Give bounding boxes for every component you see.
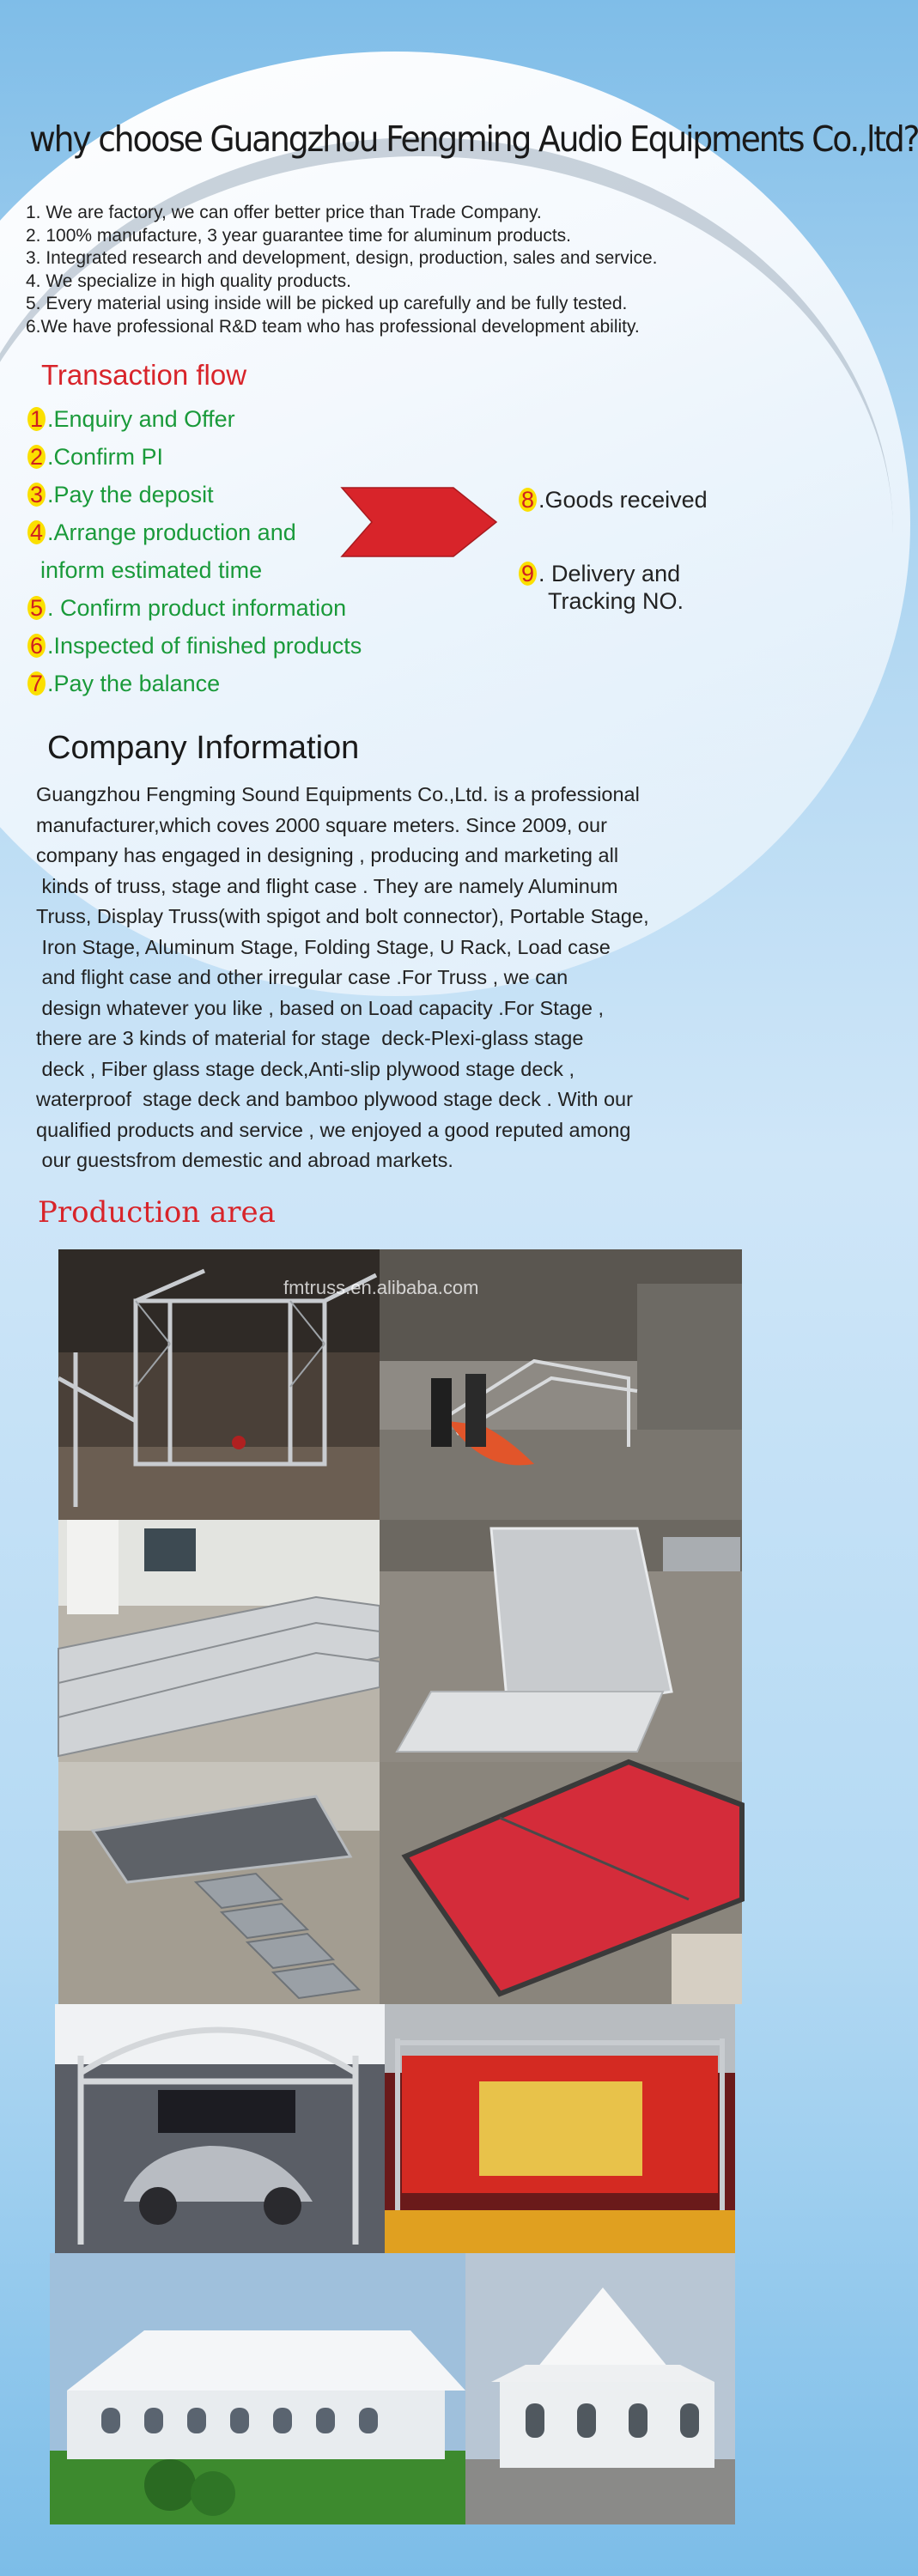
- reason-item: 1. We are factory, we can offer better price than Trade Company.: [26, 203, 542, 222]
- flow-step: [27, 665, 362, 702]
- step-number: 2: [27, 445, 46, 469]
- transaction-step-9: [519, 560, 684, 615]
- company-line: kinds of truss, stage and flight case . They are namely Aluminum: [36, 874, 618, 897]
- step-text: . Delivery and: [538, 560, 681, 586]
- reason-item: 3. Integrated research and development, design, production, sales and service.: [26, 248, 658, 268]
- reason-item: 6.We have professional R&D team who has professional development ability.: [26, 316, 640, 337]
- flow-step: [27, 627, 362, 665]
- step-number: 1: [27, 407, 46, 431]
- photo-concert-stage: [385, 2004, 735, 2253]
- flow-arrow-icon: [342, 488, 496, 556]
- company-line: there are 3 kinds of material for stage deck-Plexi-glass stage: [36, 1027, 584, 1049]
- step-number: 5: [27, 596, 46, 620]
- company-line: and flight case and other irregular case .For Truss , we can: [36, 966, 568, 988]
- company-line: manufacturer,which coves 2000 square meters. Since 2009, our: [36, 813, 607, 836]
- photo-stage-steps: [58, 1520, 380, 1762]
- reason-item: 2. 100% manufacture, 3 year guarantee time for aluminum products.: [26, 225, 572, 246]
- step-text: .Goods received: [538, 486, 708, 513]
- company-line: qualified products and service , we enjoyed a good reputed among: [36, 1118, 631, 1141]
- step-text: inform estimated time: [27, 556, 263, 583]
- flow-step: [27, 589, 362, 627]
- flow-step: [27, 551, 362, 589]
- flow-step: [519, 481, 708, 519]
- step-number: 3: [27, 483, 46, 507]
- company-line: our guestsfrom demestic and abroad markets.: [36, 1149, 453, 1171]
- photo-red-carpet-stage: [380, 1762, 742, 2004]
- step-text: .Pay the balance: [47, 670, 221, 696]
- photo-large-tent: [50, 2253, 465, 2524]
- reasons-list: [26, 202, 781, 338]
- step-text: .Enquiry and Offer: [47, 405, 235, 432]
- photo-car-show-truss: [55, 2004, 385, 2253]
- flow-step: [27, 438, 362, 476]
- transaction-step-8: [519, 481, 708, 519]
- headline: why choose Guangzhou Fengming Audio Equipments Co.,ltd?: [29, 118, 918, 160]
- flow-step: [27, 400, 362, 438]
- flow-step: [519, 560, 684, 587]
- company-line: design whatever you like , based on Load capacity .For Stage ,: [36, 996, 605, 1019]
- step-number: 4: [27, 520, 46, 544]
- photo-pagoda-tent: [465, 2253, 735, 2524]
- company-line: company has engaged in designing , producing and marketing all: [36, 844, 619, 866]
- reason-item: 4. We specialize in high quality products.: [26, 270, 351, 291]
- flow-step: [27, 476, 362, 513]
- company-line: Truss, Display Truss(with spigot and bolt connector), Portable Stage,: [36, 905, 649, 927]
- flow-step-continued: Tracking NO.: [548, 587, 684, 614]
- watermark: fmtruss.en.alibaba.com: [283, 1277, 479, 1298]
- step-number: 9: [519, 562, 537, 586]
- step-text: .Inspected of finished products: [47, 632, 362, 659]
- company-line: deck , Fiber glass stage deck,Anti-slip plywood stage deck ,: [36, 1057, 575, 1080]
- photo-barrier: [380, 1520, 742, 1762]
- production-area-title: Production area: [38, 1195, 276, 1230]
- step-text: .Arrange production and: [47, 519, 296, 545]
- step-text: .Pay the deposit: [47, 481, 214, 507]
- company-line: Iron Stage, Aluminum Stage, Folding Stage, U Rack, Load case: [36, 935, 611, 958]
- company-info-text: [36, 780, 766, 1176]
- company-line: Guangzhou Fengming Sound Equipments Co.,Ltd. is a professional: [36, 783, 640, 805]
- company-line: waterproof stage deck and bamboo plywood stage deck . With our: [36, 1088, 633, 1110]
- step-number: 6: [27, 634, 46, 658]
- step-text: .Confirm PI: [47, 443, 164, 470]
- step-number: 7: [27, 671, 46, 696]
- step-number: 8: [519, 488, 537, 512]
- transaction-flow-title: Transaction flow: [41, 359, 247, 391]
- company-info-title: Company Information: [47, 730, 360, 766]
- photo-stage-stairs: [58, 1762, 380, 2004]
- step-text: . Confirm product information: [47, 594, 347, 621]
- reason-item: 5. Every material using inside will be picked up carefully and be fully tested.: [26, 294, 628, 313]
- flow-step: [27, 513, 362, 551]
- transaction-steps-left: [27, 400, 362, 702]
